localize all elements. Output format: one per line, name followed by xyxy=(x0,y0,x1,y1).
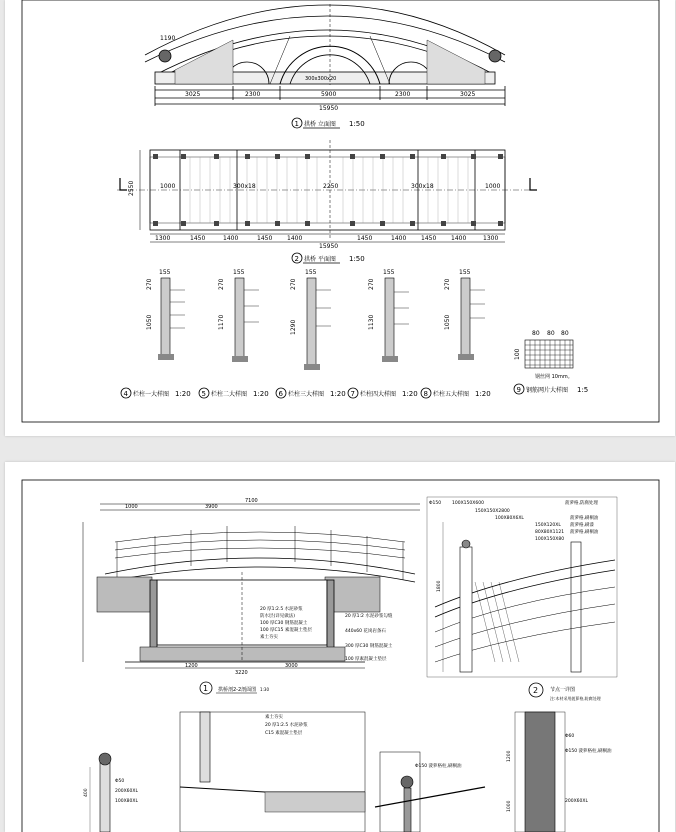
section-arch xyxy=(105,558,415,574)
svg-text:1400: 1400 xyxy=(451,235,467,242)
post-detail-3 xyxy=(290,269,331,370)
svg-text:80: 80 xyxy=(561,330,569,337)
svg-text:3220: 3220 xyxy=(235,670,248,676)
svg-text:15950: 15950 xyxy=(319,243,339,250)
svg-text:5: 5 xyxy=(201,390,206,398)
svg-text:1450: 1450 xyxy=(257,235,273,242)
svg-text:1:5: 1:5 xyxy=(577,386,589,394)
sheet-1-canvas xyxy=(5,0,675,436)
mesh-detail xyxy=(514,330,588,394)
svg-text:7100: 7100 xyxy=(245,498,258,504)
svg-text:栏柱五大样图: 栏柱五大样图 xyxy=(433,391,470,398)
svg-text:2: 2 xyxy=(533,686,539,695)
svg-text:155: 155 xyxy=(159,269,171,276)
svg-text:1000: 1000 xyxy=(485,183,501,190)
svg-text:9: 9 xyxy=(516,386,521,394)
svg-text:155: 155 xyxy=(383,269,395,276)
svg-text:270: 270 xyxy=(146,278,153,290)
svg-text:80X80X1121: 80X80X1121 xyxy=(535,530,565,535)
svg-text:Φ150 菠萝格柱,刷桐油: Φ150 菠萝格柱,刷桐油 xyxy=(415,764,462,769)
svg-text:1450: 1450 xyxy=(421,235,437,242)
svg-text:钢筋网片大样图: 钢筋网片大样图 xyxy=(526,387,569,394)
svg-text:1290: 1290 xyxy=(290,319,297,335)
sheet-2-canvas xyxy=(5,462,675,832)
svg-text:1:50: 1:50 xyxy=(349,120,365,128)
svg-text:1050: 1050 xyxy=(444,314,451,330)
svg-text:1400: 1400 xyxy=(223,235,239,242)
drawing-sheet-2 xyxy=(5,462,675,832)
svg-text:素土夯实: 素土夯实 xyxy=(260,635,278,640)
svg-text:1050: 1050 xyxy=(146,314,153,330)
post-detail-2 xyxy=(218,269,259,362)
svg-text:1000: 1000 xyxy=(507,800,512,812)
svg-text:1200: 1200 xyxy=(185,663,198,669)
svg-text:155: 155 xyxy=(233,269,245,276)
node-labels xyxy=(429,499,599,592)
svg-text:Φ50: Φ50 xyxy=(115,779,125,784)
svg-text:270: 270 xyxy=(290,278,297,290)
plan-dims xyxy=(128,181,500,250)
svg-text:1: 1 xyxy=(294,120,299,128)
svg-text:栏柱二大样图: 栏柱二大样图 xyxy=(211,391,248,398)
svg-text:2250: 2250 xyxy=(323,183,339,190)
dim-text: 1190 xyxy=(160,35,176,42)
svg-text:3000: 3000 xyxy=(285,663,298,669)
svg-text:100 厚素混凝土垫层: 100 厚素混凝土垫层 xyxy=(345,657,387,662)
svg-text:1:20: 1:20 xyxy=(330,390,346,398)
bridge-plan xyxy=(117,140,537,242)
svg-text:4: 4 xyxy=(123,390,128,398)
svg-text:100X150X600: 100X150X600 xyxy=(452,501,484,506)
section-title xyxy=(200,682,269,694)
svg-text:1800: 1800 xyxy=(437,580,442,592)
svg-text:1:50: 1:50 xyxy=(349,255,365,263)
svg-text:270: 270 xyxy=(218,278,225,290)
node-title xyxy=(529,683,601,701)
svg-text:1:20: 1:20 xyxy=(402,390,418,398)
svg-text:20 厚1:2.5 水泥砂浆: 20 厚1:2.5 水泥砂浆 xyxy=(260,607,303,612)
svg-text:注:木材采用菠萝格,防腐处理: 注:木材采用菠萝格,防腐处理 xyxy=(550,696,601,701)
svg-text:400: 400 xyxy=(84,788,89,797)
svg-text:拱桥 平面图: 拱桥 平面图 xyxy=(304,256,336,263)
svg-text:1130: 1130 xyxy=(368,314,375,330)
svg-text:1:20: 1:20 xyxy=(253,390,269,398)
svg-text:菠萝格,刷桐油: 菠萝格,刷桐油 xyxy=(570,530,599,535)
svg-text:1450: 1450 xyxy=(357,235,373,242)
svg-text:1170: 1170 xyxy=(218,314,225,330)
svg-text:素土夯实: 素土夯实 xyxy=(265,715,283,720)
bottom-details xyxy=(90,712,565,832)
svg-text:拱桥剖2-2剖面图: 拱桥剖2-2剖面图 xyxy=(218,687,257,693)
svg-text:菠萝格,刷桐油: 菠萝格,刷桐油 xyxy=(570,516,599,521)
svg-text:栏柱一大样图: 栏柱一大样图 xyxy=(133,391,170,398)
dim-text: 3025 xyxy=(185,91,201,98)
svg-text:1:20: 1:20 xyxy=(175,390,191,398)
svg-text:1:30: 1:30 xyxy=(260,687,269,692)
svg-text:Φ150 菠萝格柱,刷桐油: Φ150 菠萝格柱,刷桐油 xyxy=(565,749,612,754)
svg-text:菠萝格,防腐处理: 菠萝格,防腐处理 xyxy=(565,501,598,506)
svg-text:1: 1 xyxy=(203,684,209,693)
svg-text:270: 270 xyxy=(368,278,375,290)
svg-text:1000: 1000 xyxy=(125,504,138,510)
dim-total: 15950 xyxy=(319,105,339,112)
svg-text:300 厚C30 钢筋混凝土: 300 厚C30 钢筋混凝土 xyxy=(345,644,393,649)
svg-text:300x18: 300x18 xyxy=(233,183,256,190)
svg-text:270: 270 xyxy=(444,278,451,290)
svg-text:1300: 1300 xyxy=(155,235,171,242)
svg-text:100 厚C15 素混凝土垫层: 100 厚C15 素混凝土垫层 xyxy=(260,628,312,633)
svg-text:1450: 1450 xyxy=(190,235,206,242)
svg-text:6: 6 xyxy=(278,390,283,398)
elevation-title xyxy=(292,118,365,128)
svg-text:300x18: 300x18 xyxy=(411,183,434,190)
svg-text:栏柱四大样图: 栏柱四大样图 xyxy=(360,391,397,398)
svg-text:菠萝格,刷漆: 菠萝格,刷漆 xyxy=(570,523,594,528)
svg-text:100X150X80: 100X150X80 xyxy=(535,537,565,542)
svg-text:Φ150: Φ150 xyxy=(429,501,442,506)
dim-text: 3025 xyxy=(460,91,476,98)
svg-text:C15 素混凝土垫层: C15 素混凝土垫层 xyxy=(265,731,303,736)
dim-text: 5900 xyxy=(321,91,337,98)
svg-text:2550: 2550 xyxy=(128,180,135,196)
svg-text:200X60XL: 200X60XL xyxy=(565,799,588,804)
svg-text:100 厚C30 钢筋混凝土: 100 厚C30 钢筋混凝土 xyxy=(260,621,308,626)
svg-text:7: 7 xyxy=(350,390,355,398)
post-detail-4 xyxy=(368,269,409,362)
svg-text:节点一详图: 节点一详图 xyxy=(550,687,576,693)
svg-text:8: 8 xyxy=(423,390,428,398)
svg-text:拱桥 立面图: 拱桥 立面图 xyxy=(304,121,336,128)
svg-text:440x60 花岗岩条石: 440x60 花岗岩条石 xyxy=(345,629,386,634)
svg-text:80: 80 xyxy=(547,330,555,337)
post-detail-1 xyxy=(146,269,185,360)
svg-text:20 厚1:2.5 水泥砂浆: 20 厚1:2.5 水泥砂浆 xyxy=(265,723,308,728)
svg-text:200X60XL: 200X60XL xyxy=(115,789,138,794)
svg-text:100X80X6XL: 100X80X6XL xyxy=(495,516,524,521)
svg-text:150X120XL: 150X120XL xyxy=(535,523,561,528)
svg-text:1:20: 1:20 xyxy=(475,390,491,398)
svg-text:100X80XL: 100X80XL xyxy=(115,799,138,804)
arch-label: 300x300x20 xyxy=(305,76,337,82)
svg-text:1400: 1400 xyxy=(287,235,303,242)
svg-text:防水层(详见做法): 防水层(详见做法) xyxy=(260,614,296,619)
svg-text:1000: 1000 xyxy=(160,183,176,190)
svg-text:钢丝网 10mm。: 钢丝网 10mm。 xyxy=(535,374,573,380)
svg-text:155: 155 xyxy=(305,269,317,276)
svg-text:1200: 1200 xyxy=(507,750,512,762)
plan-title xyxy=(292,253,365,263)
svg-text:80: 80 xyxy=(532,330,540,337)
svg-text:Φ60: Φ60 xyxy=(565,734,575,739)
svg-text:20 厚1:2 水泥砂浆勾缝: 20 厚1:2 水泥砂浆勾缝 xyxy=(345,614,393,619)
post-detail-5 xyxy=(444,269,485,360)
svg-text:栏柱三大样图: 栏柱三大样图 xyxy=(288,391,325,398)
post-titles xyxy=(121,388,491,398)
svg-text:100: 100 xyxy=(514,348,521,360)
svg-text:1400: 1400 xyxy=(391,235,407,242)
dim-text: 2300 xyxy=(395,91,411,98)
svg-text:155: 155 xyxy=(459,269,471,276)
dim-text: 2300 xyxy=(245,91,261,98)
svg-text:1300: 1300 xyxy=(483,235,499,242)
svg-text:2: 2 xyxy=(294,255,299,263)
svg-text:150X150X2800: 150X150X2800 xyxy=(475,509,510,514)
svg-text:3900: 3900 xyxy=(205,504,218,510)
drawing-sheet-1 xyxy=(5,0,675,436)
